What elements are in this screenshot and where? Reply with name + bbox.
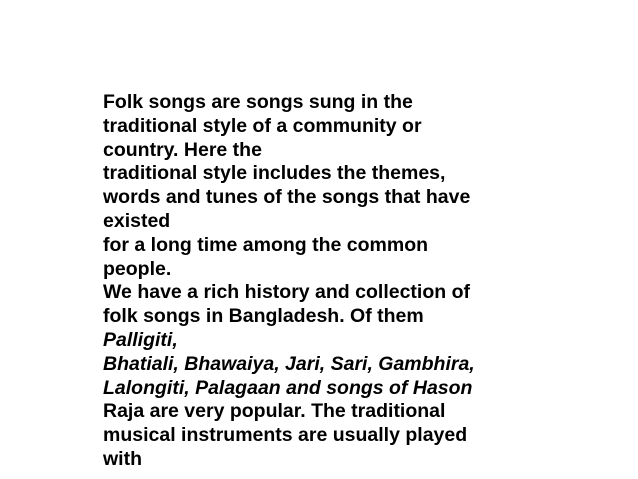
text-line: words and tunes of the songs that have [103, 186, 471, 209]
text-line: people. [103, 257, 172, 280]
text-line: We have a rich history and collection of [103, 281, 470, 304]
text-line: for a long time among the common [103, 233, 429, 256]
text-line: country. Here the [103, 138, 262, 161]
text-line: with [103, 447, 142, 470]
text-line: traditional style of a community or [103, 114, 422, 137]
text-line: musical instruments are usually played [103, 424, 468, 447]
text-line: Bhatiali, Bhawaiya, Jari, Sari, Gambhira, [103, 352, 475, 375]
text-line: Folk songs are songs sung in the [103, 91, 413, 113]
text-line: Lalongiti, Palagaan and songs of Hason [103, 376, 473, 399]
text-line: folk songs in Bangladesh. Of them [103, 305, 424, 328]
text-line: Palligiti, [103, 328, 178, 351]
text-line: Raja are very popular. The traditional [103, 400, 446, 423]
body-text [103, 91, 623, 472]
text-line: traditional style includes the themes, [103, 162, 446, 185]
text-line: existed [103, 209, 171, 232]
